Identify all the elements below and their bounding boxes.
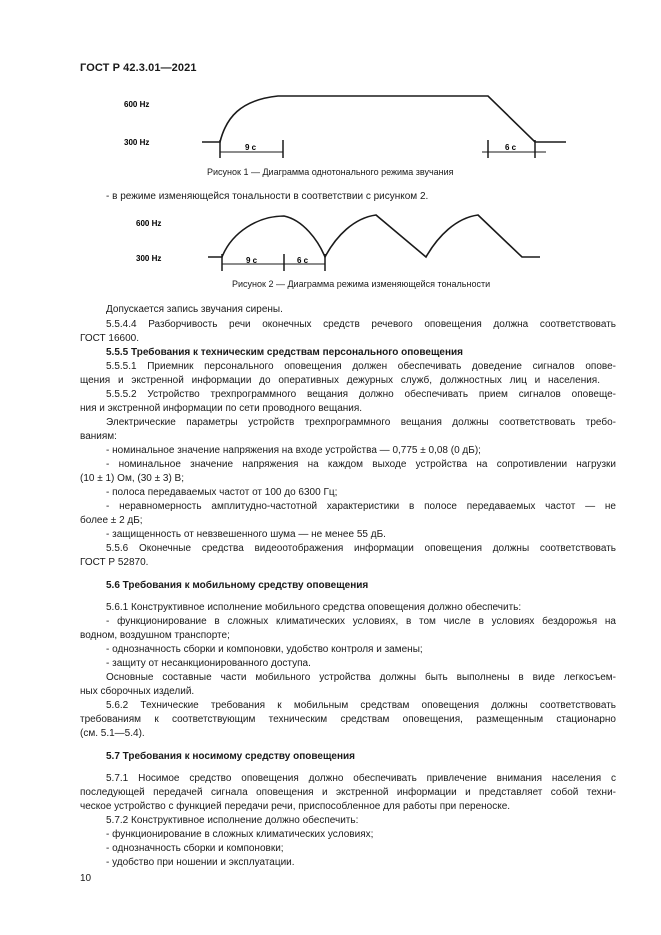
text-line: 5.7.2 Конструктивное исполнение должно обеспечить: — [106, 815, 359, 826]
intro-line: - в режиме изменяющейся тональности в соответствии с рисунком 2. — [106, 191, 429, 202]
text-line: (см. 5.1—5.4). — [80, 728, 145, 739]
section-heading: 5.6 Требования к мобильному средству оповещения — [106, 580, 369, 591]
text-line: 5.7.1 Носимое средство оповещения должно обеспечивать привлечение внимания населения с — [106, 773, 616, 784]
text-line: водном, воздушном транспорте; — [80, 630, 230, 641]
text-line: ния и экстренной информации по сети проводного вещания. — [80, 403, 363, 414]
list-item: - функционирование в сложных климатических условиях, в том числе в условиях бездорожья на — [106, 616, 616, 627]
text-line: щения и экстренной информации до оперативных дежурных служб, должностных лиц и населения. — [80, 375, 600, 386]
section-heading: 5.5.5 Требования к техническим средствам персонального оповещения — [106, 347, 463, 358]
text-line: 5.5.6 Оконечные средства видеоотображения информации оповещения должны соответствовать — [106, 543, 616, 554]
figure-2-waveform — [208, 215, 540, 257]
text-line: ГОСТ 16600. — [80, 333, 139, 344]
figure-2-label-300: 300 Hz — [136, 254, 162, 263]
list-item: - функционирование в сложных климатических условиях; — [106, 829, 374, 840]
text-line: 5.5.4.4 Разборчивость речи оконечных средств речевого оповещения должна соответствовать — [106, 319, 616, 330]
list-item: - номинальное значение напряжения на входе устройства — 0,775 ± 0,08 (0 дБ); — [106, 445, 481, 456]
page-number: 10 — [80, 873, 92, 884]
text-line: требованиям к соответствующим техническим средствам оповещения, размещенным стационарно — [80, 714, 616, 725]
text-line: более ± 2 дБ; — [80, 515, 143, 526]
text-line: ных сборочных изделий. — [80, 686, 195, 697]
text-line: 5.5.5.2 Устройство трехпрограммного вещания должно обеспечивать прием сигналов оповеще- — [106, 389, 616, 400]
text-line: 5.6.2 Технические требования к мобильным средствам оповещения должны соответствовать — [106, 700, 616, 711]
text-line: последующей передачей сигнала оповещения и экстренной информации и представляет собой техни- — [80, 787, 616, 798]
text-line: Электрические параметры устройств трехпрограммного вещания должны соответствовать требо- — [106, 417, 616, 428]
figure-1-label-300: 300 Hz — [124, 138, 150, 147]
text-line: ГОСТ Р 52870. — [80, 557, 149, 568]
figure-1-label-600: 600 Hz — [124, 100, 150, 109]
list-item: - однозначность сборки и компоновки; — [106, 843, 284, 854]
list-item: - однозначность сборки и компоновки, удобство контроля и замены; — [106, 644, 423, 655]
figure-2-seg-left: 9 с — [246, 256, 258, 265]
text-line: 5.5.5.1 Приемник персонального оповещения должен обеспечивать доведение сигналов опове- — [106, 361, 616, 372]
figure-1-seg-right: 6 с — [505, 143, 517, 152]
figure-1-caption: Рисунок 1 — Диаграмма однотонального режима звучания — [207, 167, 454, 177]
text-line: ваниям: — [80, 431, 117, 442]
list-item: - полоса передаваемых частот от 100 до 6300 Гц; — [106, 487, 338, 498]
text-line: 5.6.1 Конструктивное исполнение мобильного средства оповещения должно обеспечить: — [106, 602, 522, 613]
list-item: - удобство при ношении и эксплуатации. — [106, 857, 295, 868]
page-header: ГОСТ Р 42.3.01—2021 — [80, 62, 197, 74]
text-line: ческое устройство с функцией передачи речи, приспособленное для работы при переноске. — [80, 801, 511, 812]
text-line: (10 ± 1) Ом, (30 ± 3) В; — [80, 473, 184, 484]
figure-1-seg-left: 9 с — [245, 143, 257, 152]
list-item: - защиту от несанкционированного доступа. — [106, 658, 311, 669]
list-item: - защищенность от невзвешенного шума — не менее 55 дБ. — [106, 529, 386, 540]
text-line: Допускается запись звучания сирены. — [106, 304, 283, 315]
figure-2-diagram — [0, 0, 661, 300]
text-line: Основные составные части мобильного устройства должны быть выполнены в виде легкосъем- — [106, 672, 616, 683]
figure-2-seg-right: 6 с — [297, 256, 309, 265]
list-item: - неравномерность амплитудно-частотной характеристики в полосе передаваемых частот — не — [106, 501, 616, 512]
figure-2-label-600: 600 Hz — [136, 219, 162, 228]
list-item: - номинальное значение напряжения на каждом выходе устройства на сопротивлении нагрузки — [106, 459, 616, 470]
figure-2-caption: Рисунок 2 — Диаграмма режима изменяющейся тональности — [232, 279, 491, 289]
section-heading: 5.7 Требования к носимому средству оповещения — [106, 751, 355, 762]
